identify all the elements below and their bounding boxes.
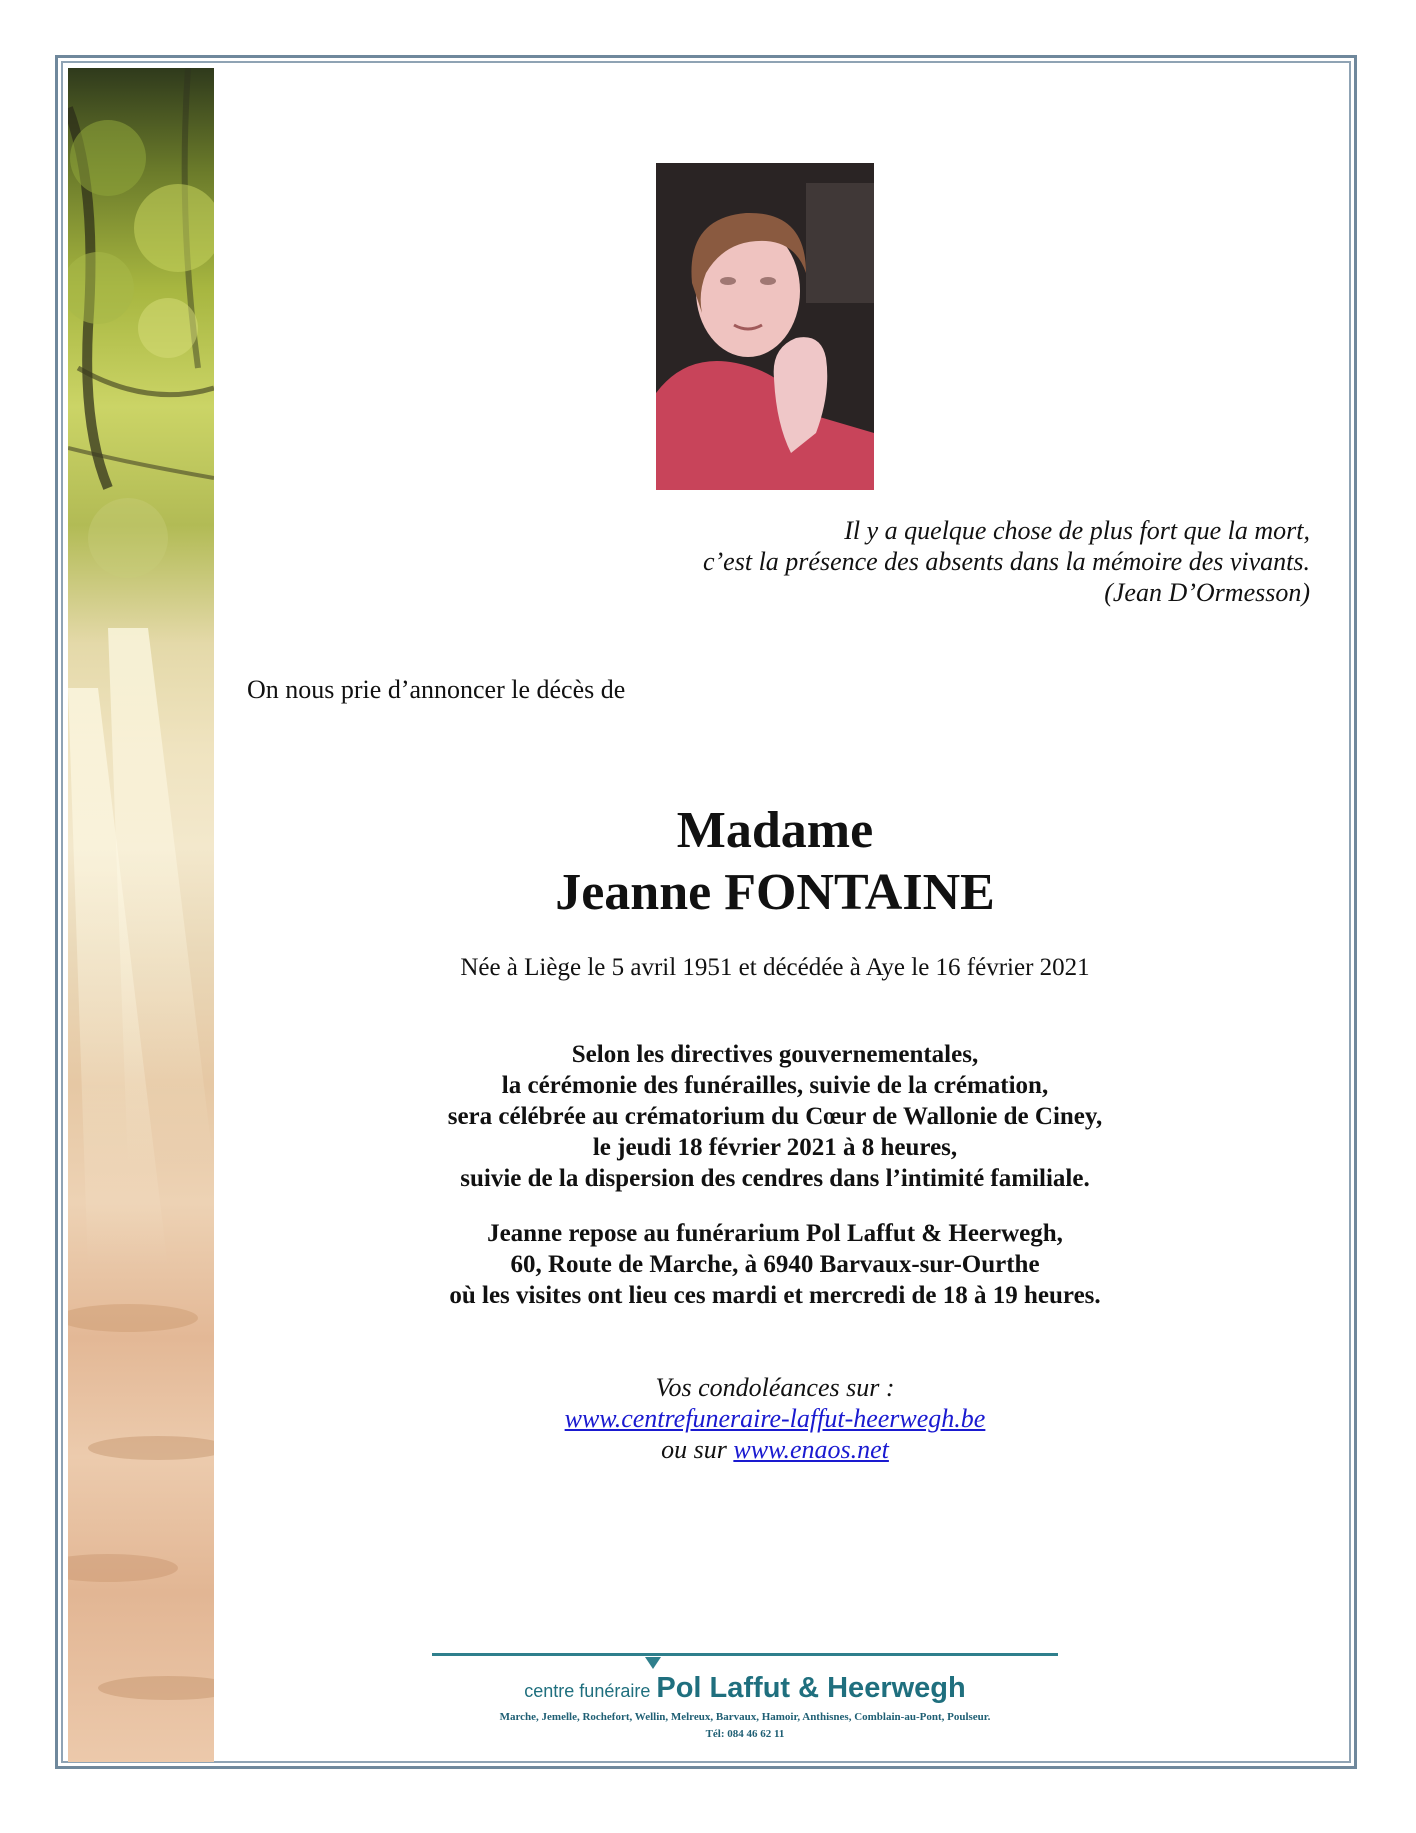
footer-triangle-icon [645,1657,661,1669]
visitation-details [230,1218,1320,1311]
visitation-line: 60, Route de Marche, à 6940 Barvaux-sur-Ourthe [510,1251,1040,1278]
ceremony-line: sera célébrée au crématorium du Cœur de Wallonie de Ciney, [447,1103,1103,1130]
quote-line-2: c’est la présence des absents dans la mémoire des vivants. [702,547,1310,576]
logo-small-text: centre funéraire [524,1681,651,1701]
forest-path-decorative-strip [68,68,214,1762]
quote-line-1: Il y a quelque chose de plus fort que la mort, [844,516,1310,545]
funeral-home-logo [432,1672,1058,1705]
announcement-intro: On nous prie d’annoncer le décès de [247,675,626,704]
visitation-line: Jeanne repose au funérarium Pol Laffut & Heerwegh, [487,1220,1063,1247]
memorial-quote [610,515,1310,608]
footer-divider [432,1653,1058,1656]
condolences-or-text: ou sur [661,1435,734,1464]
deceased-name-block [230,800,1320,924]
visitation-line: où les visites ont lieu ces mardi et mercredi de 18 à 19 heures. [449,1282,1101,1309]
logo-brand-name: Pol Laffut & Heerwegh [656,1672,966,1704]
condolences-block [230,1372,1320,1465]
quote-author: (Jean D’Ormesson) [1104,578,1310,607]
ceremony-line: la cérémonie des funérailles, suivie de la crémation, [501,1072,1049,1099]
honorific-title: Madame [676,802,874,859]
birth-death-dates: Née à Liège le 5 avril 1951 et décédée à Aye le 16 février 2021 [460,954,1090,981]
ceremony-line: Selon les directives gouvernementales, [571,1041,979,1068]
deceased-name: Jeanne FONTAINE [555,864,995,921]
footer-locations: Marche, Jemelle, Rochefort, Wellin, Melreux, Barvaux, Hamoir, Anthisnes, Comblain-au-Pont, Poulseur. [499,1711,991,1723]
ceremony-line: suivie de la dispersion des cendres dans l’intimité familiale. [460,1165,1090,1192]
portrait-photo [656,163,874,490]
condolences-label: Vos condoléances sur : [655,1373,895,1402]
footer-phone: Tél: 084 46 62 11 [705,1728,785,1740]
condolences-link-funeral-center[interactable]: www.centrefuneraire-laffut-heerwegh.be [564,1404,986,1433]
condolences-link-enaos[interactable]: www.enaos.net [733,1435,889,1464]
ceremony-line: le jeudi 18 février 2021 à 8 heures, [592,1134,958,1161]
ceremony-details [230,1039,1320,1194]
